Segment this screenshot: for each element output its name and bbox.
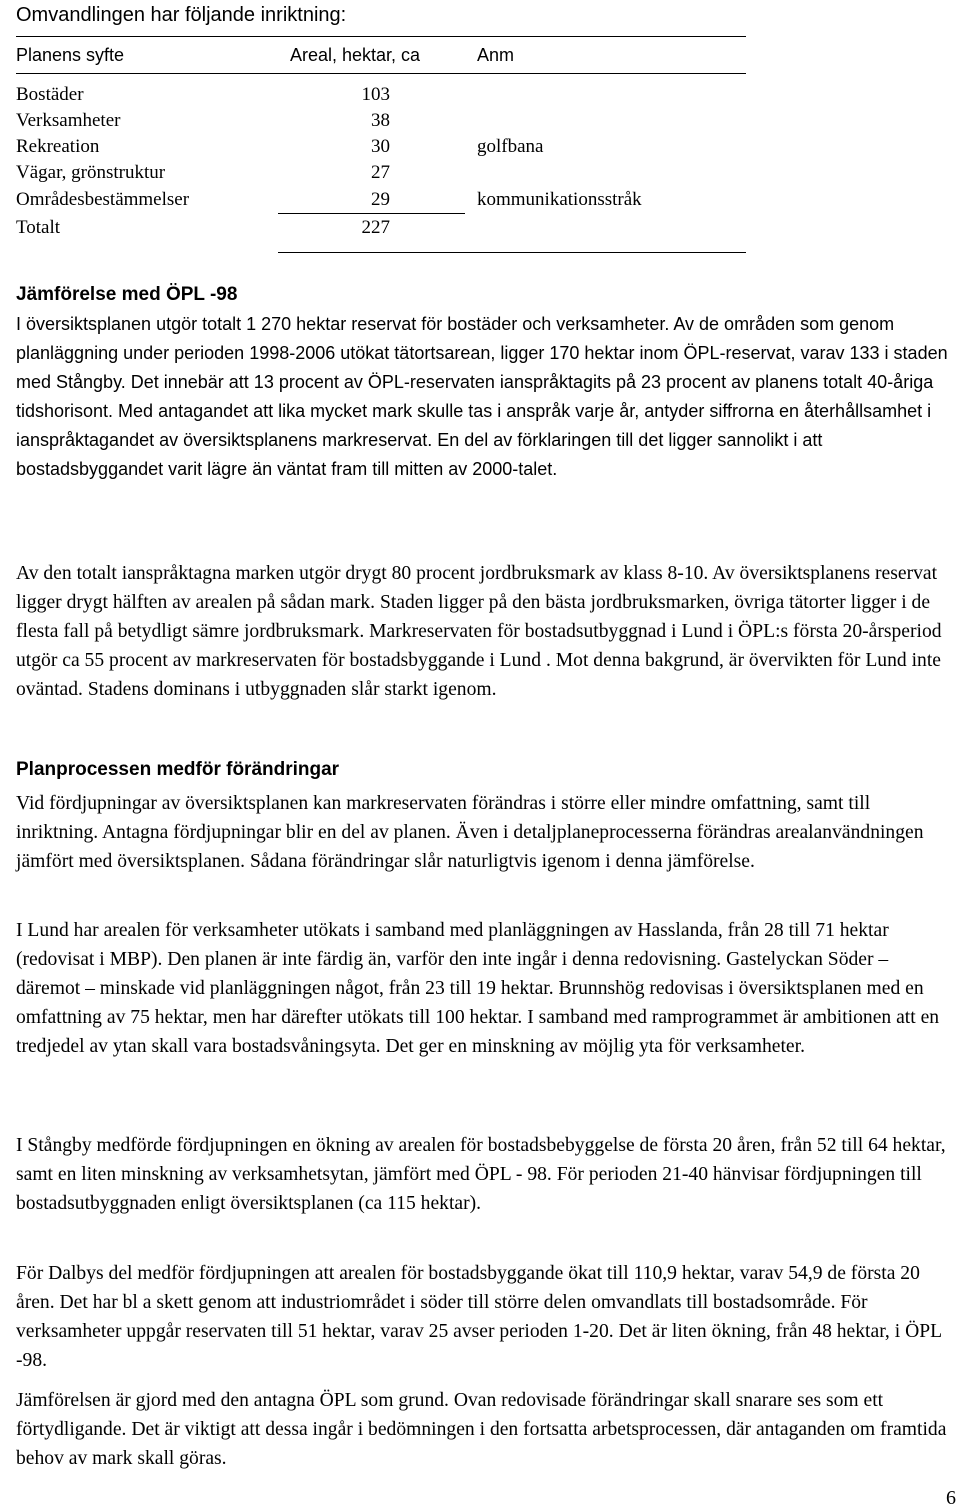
header-bottom-rule — [16, 73, 746, 74]
table-top-rule — [16, 36, 746, 37]
header-note: Anm — [477, 45, 515, 65]
row-area: 29 — [371, 189, 390, 210]
row-note: golfbana — [477, 136, 544, 157]
section-heading-planprocess: Planprocessen medför förändringar — [16, 759, 340, 780]
paragraph: I översiktsplanen utgör totalt 1 270 hektar reservat för bostäder och verksamheter. Av de områden som genom planläggning under perioden 1998-2006 utökat tätortsarean, ligger 170 hektar inom ÖPL-reservat, varav 133 i staden med Stångby. Det innebär att 13 procent av ÖPL-reservaten ianspråktagits på 23 procent av planens totalt 40-åriga tidshorisont. Med antagandet att lika mycket mark skulle tas i anspråk varje år, antyder siffrorna en återhållsamhet i ianspråktagandet av översiktsplanens markreservat. En del av förklaringen till det ligger sannolikt i att bostadsbyggandet varit lägre än väntat fram till mitten av 2000-talet. — [16, 314, 948, 479]
row-area: 227 — [361, 217, 390, 238]
table-row-total — [16, 215, 746, 241]
paragraph: I Stångby medförde fördjupningen en ökning av arealen för bostadsbebyggelse de första 20 åren, från 52 till 64 hektar, samt en liten minskning av verksamhetsytan, jämfört med ÖPL - 98. För perioden 21-40 hänvisar fördjupningen till bostadsutbyggnaden enligt översiktsplanen (ca 115 hektar). — [16, 1135, 946, 1214]
paragraph: Av den totalt ianspråktagna marken utgör drygt 80 procent jordbruksmark av klass 8-10. Av översiktsplanens reservat ligger drygt hälften av arealen på sådan mark. Staden ligger på den bästa jordbruksmarken, övriga tätorter ligger i de flesta fall på betydligt sämre jordbruksmark. Markreservaten för bostadsutbyggnad i Lund i ÖPL:s första 20-årsperiod utgör ca 55 procent av markreservaten för bostadsbyggande i Lund . Mot denna bakgrund, är övervikten för Lund inte oväntad. Stadens dominans i utbyggnaden slår starkt igenom. — [16, 563, 942, 700]
paragraph: Vid fördjupningar av översiktsplanen kan markreservaten förändras i större eller mindre omfattning, samt till inriktning. Antagna fördjupningar blir en del av planen. Även i detaljplaneprocesserna förändras arealanvändningen jämfört med översiktsplanen. Sådana förändringar slår naturligtvis igenom i denna jämförelse. — [16, 793, 924, 872]
row-purpose: Områdesbestämmelser — [16, 189, 190, 210]
header-area: Areal, hektar, ca — [290, 45, 421, 65]
row-purpose: Bostäder — [16, 84, 84, 105]
paragraph: För Dalbys del medför fördjupningen att arealen för bostadsbyggande ökat till 110,9 hektar, varav 54,9 de första 20 åren. Det har bl a skett genom att industriområdet i söder till större delen omvandlats till bostadsområde. För verksamheter uppgår reservaten till 51 hektar, varav 25 avser perioden 1-20. Det är liten ökning, från 48 hektar, i ÖPL -98. — [16, 1263, 942, 1371]
table-row — [16, 82, 746, 108]
row-area: 38 — [371, 110, 390, 131]
row-purpose: Verksamheter — [16, 110, 121, 131]
row-area: 27 — [371, 162, 390, 183]
intro-text: Omvandlingen har följande inriktning: — [16, 4, 347, 26]
paragraph: I Lund har arealen för verksamheter utökats i samband med planläggningen av Hasslanda, från 28 till 71 hektar (redovisat i MBP). Den planen är inte färdig än, varför den inte ingår i denna redovisning. Gastelyckan Söder – däremot – minskade vid planläggningen något, från 23 till 19 hektar. Brunnshög redovisas i översiktsplanen med en omfattning av 75 hektar, men har därefter utökats till 100 hektar. I samband med ramprogrammet är ambitionen att en tredjedel av ytan skall vara bostadsvåningsyta. Det ger en minskning av möjlig yta för verksamheter. — [16, 920, 940, 1057]
subtotal-rule — [278, 213, 465, 214]
table-row — [16, 187, 746, 213]
row-purpose: Rekreation — [16, 136, 100, 157]
table-row — [16, 108, 746, 134]
table-row — [16, 134, 746, 160]
row-purpose: Totalt — [16, 217, 61, 238]
table-row — [16, 160, 746, 186]
paragraph: Jämförelsen är gjord med den antagna ÖPL som grund. Ovan redovisade förändringar skall snarare ses som ett förtydligande. Det är viktigt att dessa ingår i bedömningen i den fortsatta arbetsprocessen, där antaganden om framtida behov av mark skall göras. — [16, 1390, 947, 1469]
total-rule-note — [465, 252, 746, 253]
row-purpose: Vägar, grönstruktur — [16, 162, 166, 183]
page-number: 6 — [946, 1487, 956, 1509]
row-note: kommunikationsstråk — [477, 189, 642, 210]
row-area: 103 — [361, 84, 390, 105]
row-area: 30 — [371, 136, 390, 157]
header-purpose: Planens syfte — [16, 45, 125, 65]
section-heading-comparison: Jämförelse med ÖPL -98 — [16, 284, 238, 305]
total-rule-area — [278, 252, 465, 253]
